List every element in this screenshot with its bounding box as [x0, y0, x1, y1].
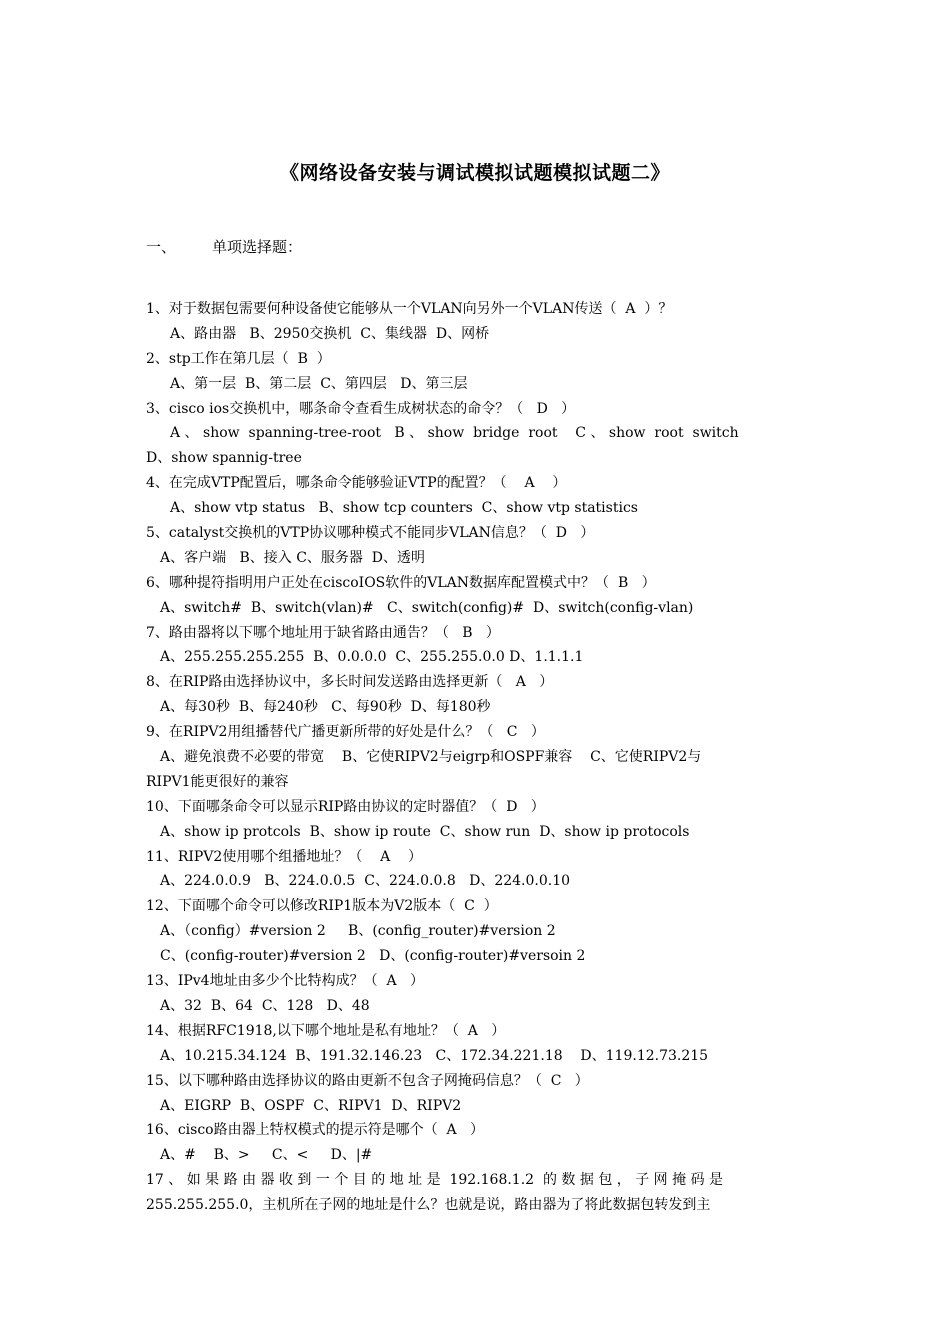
question-line: 10、下面哪条命令可以显示RIP路由协议的定时器值？（ D ） — [146, 798, 545, 815]
option-line: A、避免浪费不必要的带宽 B、它使RIPV2与eigrp和OSPF兼容 C、它使RIPV2与 — [160, 749, 702, 766]
option-line: C、(config-router)#version 2 D、(config-router)#versoin 2 — [160, 948, 586, 965]
option-line: A、224.0.0.9 B、224.0.0.5 C、224.0.0.8 D、224.0.0.10 — [160, 873, 571, 890]
question-line: 8、在RIP路由选择协议中，多长时间发送路由选择更新（ A ） — [146, 674, 554, 691]
option-line: A、show ip protcols B、show ip route C、show run D、show ip protocols — [160, 823, 690, 840]
option-line: A、路由器 B、2950交换机 C、集线器 D、网桥 — [170, 325, 490, 342]
option-line: A、每30秒 B、每240秒 C、每90秒 D、每180秒 — [160, 699, 491, 716]
question-line: 255.255.255.0，主机所在子网的地址是什么？也就是说，路由器为了将此数据包转发到主 — [146, 1197, 711, 1214]
question-list — [146, 297, 810, 1218]
question-line: 7、路由器将以下哪个地址用于缺省路由通告？（ B ） — [146, 624, 500, 641]
section-number: 一、 — [146, 238, 177, 256]
option-line: A、show vtp status B、show tcp counters C、show vtp statistics — [170, 500, 638, 517]
question-line: 12、下面哪个命令可以修改RIP1版本为V2版本（ C ） — [146, 898, 498, 915]
option-line: A、255.255.255.255 B、0.0.0.0 C、255.255.0.0 D、1.1.1.1 — [160, 649, 584, 666]
question-line: 16、cisco路由器上特权模式的提示符是哪个（ A ） — [146, 1122, 484, 1139]
section-label: 单项选择题： — [212, 238, 303, 256]
option-line: A、switch# B、switch(vlan)# C、switch(config)# D、switch(config-vlan) — [160, 599, 694, 616]
option-line: A、（config）#version 2 B、(config_router)#version 2 — [160, 923, 556, 940]
question-line: 15、以下哪种路由选择协议的路由更新不包含子网掩码信息？（ C ） — [146, 1072, 589, 1089]
question-line: 14、根据RFC1918,以下哪个地址是私有地址？（ A ） — [146, 1022, 506, 1039]
question-line: 11、RIPV2使用哪个组播地址？（ A ） — [146, 848, 423, 865]
option-line: A 、 show spanning-tree-root B 、 show bridge root C 、 show root switch — [170, 425, 739, 442]
question-line: 3、cisco ios交换机中，哪条命令查看生成树状态的命令？（ D ） — [146, 400, 576, 417]
option-line: A、第一层 B、第二层 C、第四层 D、第三层 — [170, 375, 468, 392]
section-heading — [146, 236, 302, 257]
option-line: A、10.215.34.124 B、191.32.146.23 C、172.34.221.18 D、119.12.73.215 — [160, 1047, 709, 1064]
option-line: A、32 B、64 C、128 D、48 — [160, 997, 370, 1014]
question-line: 6、哪种提符指明用户正处在ciscoIOS软件的VLAN数据库配置模式中？（ B ） — [146, 574, 656, 591]
option-line: D、show spannig-tree — [146, 450, 302, 467]
option-line: A、# B、> C、< D、|# — [160, 1147, 373, 1164]
document-title: 《网络设备安装与调试模拟试题模拟试题二》 — [279, 162, 670, 184]
question-line: 17 、 如 果 路 由 器 收 到 一 个 目 的 地 址 是 192.168.1.2 的 数 据 包 ， 子 网 掩 码 是 — [146, 1172, 724, 1189]
option-line: A、EIGRP B、OSPF C、RIPV1 D、RIPV2 — [160, 1097, 462, 1114]
option-line: A、客户端 B、接入 C、服务器 D、透明 — [160, 549, 426, 566]
question-line: 4、在完成VTP配置后，哪条命令能够验证VTP的配置？（ A ） — [146, 475, 567, 492]
question-line: 2、stp工作在第几层（ B ） — [146, 350, 331, 367]
question-line: 13、IPv4地址由多少个比特构成？（ A ） — [146, 973, 424, 990]
option-line: RIPV1能更很好的兼容 — [146, 773, 289, 790]
question-line: 5、catalyst交换机的VTP协议哪种模式不能同步VLAN信息？（ D ） — [146, 525, 595, 542]
question-line: 1、对于数据包需要何种设备使它能够从一个VLAN向另外一个VLAN传送（ A ）？ — [146, 301, 673, 317]
question-line: 9、在RIPV2用组播替代广播更新所带的好处是什么？（ C ） — [146, 724, 545, 741]
